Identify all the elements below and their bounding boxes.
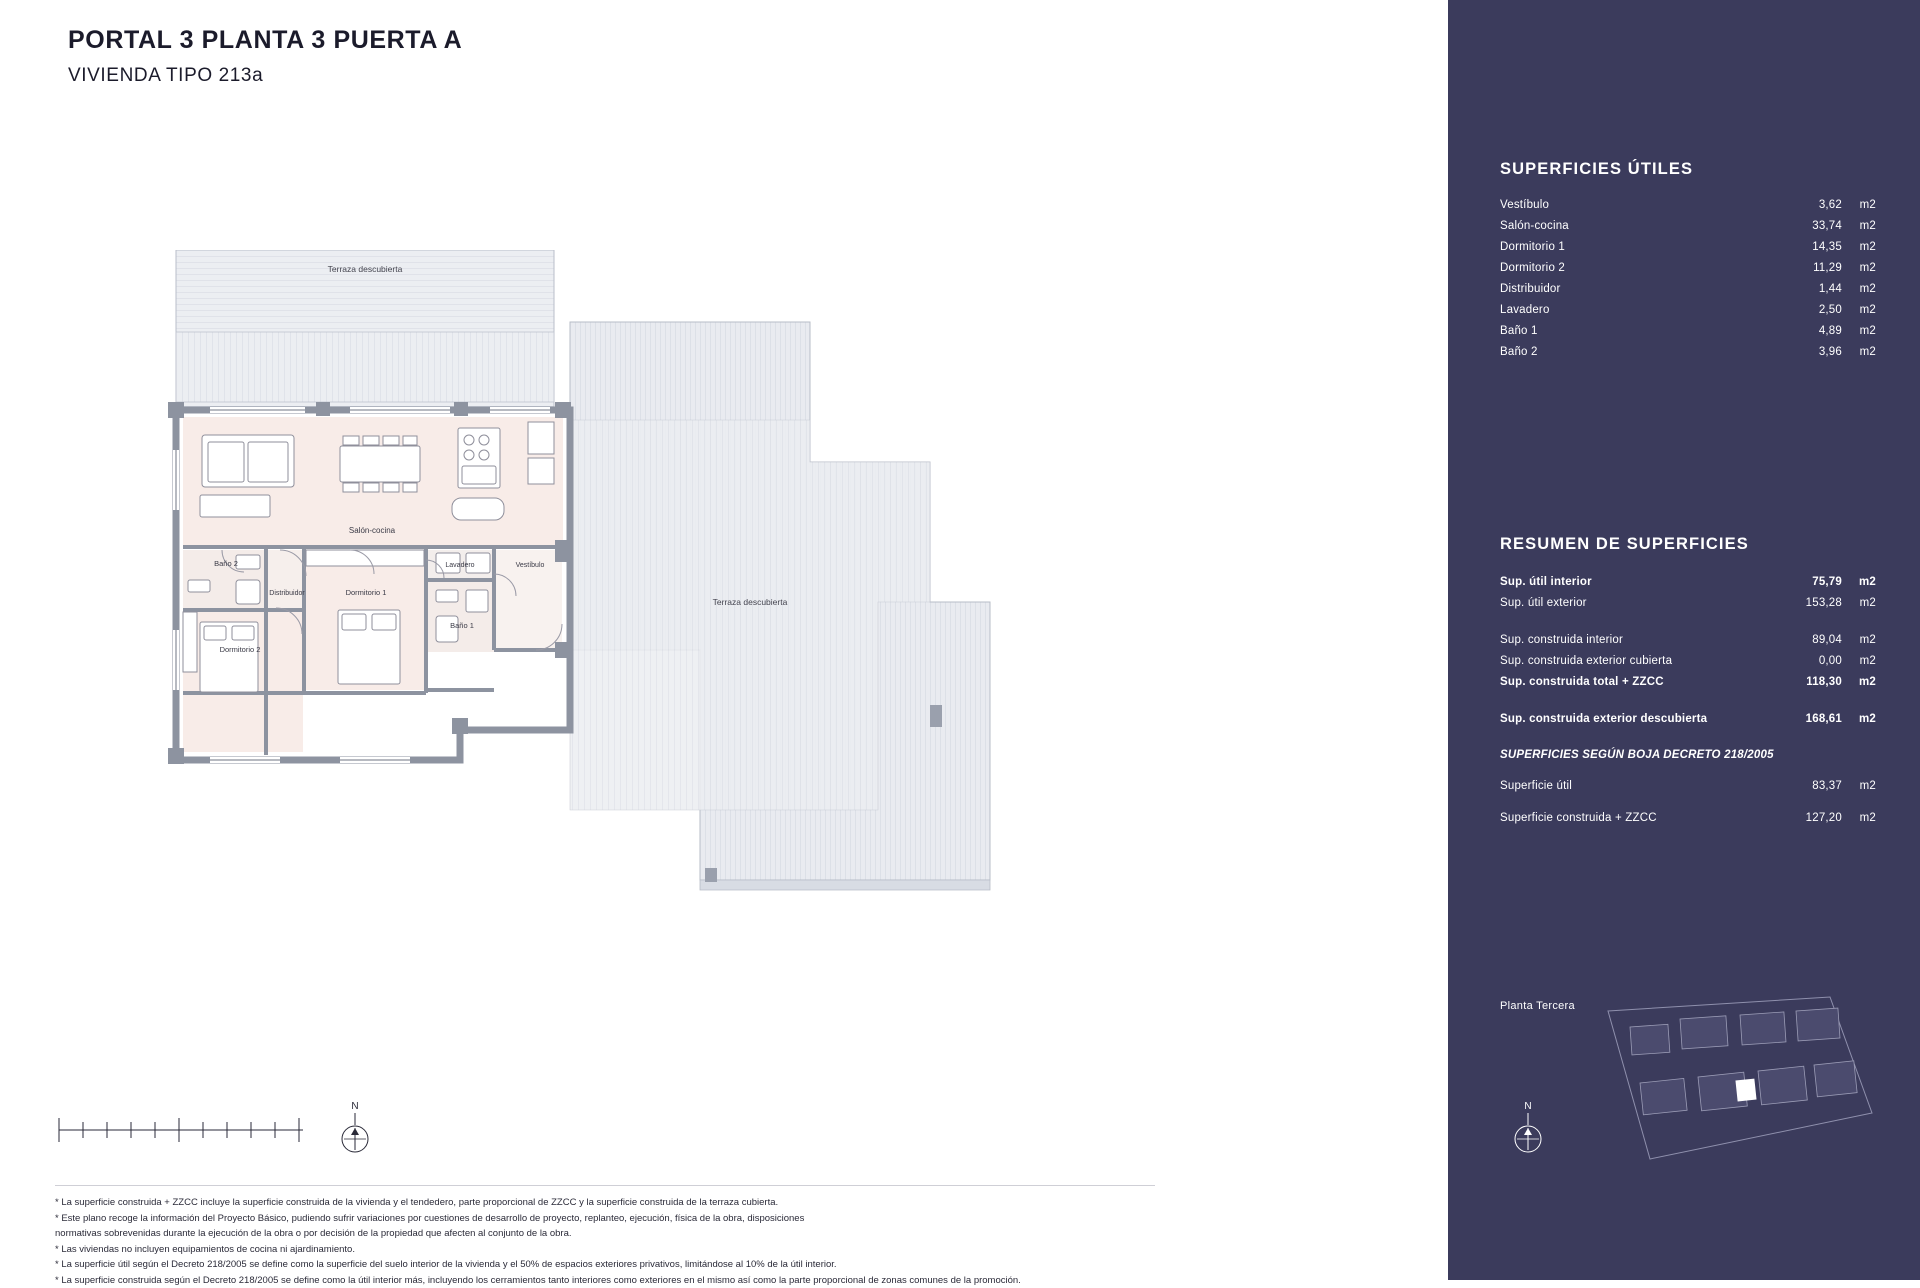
footnote-1: * La superficie construida + ZZCC incluye la superficie construida de la vivienda y el tendedero, parte proporcional de ZZCC y la superficie construida de la terraza cubierta.: [55, 1195, 1155, 1211]
superficies-utiles-list: [1500, 195, 1876, 363]
util-unit: m2: [1842, 258, 1876, 279]
util-unit: m2: [1842, 195, 1876, 216]
list-item: [1500, 279, 1876, 300]
resumen-unit: m2: [1842, 709, 1876, 730]
resumen-label: Sup. construida interior: [1500, 630, 1778, 651]
keyplan-diagram: [1500, 985, 1880, 1175]
boja-unit: m2: [1842, 776, 1876, 797]
plan-label-lavadero: Lavadero: [445, 562, 474, 569]
util-label: Dormitorio 2: [1500, 258, 1778, 279]
scale-bar: [55, 1100, 355, 1160]
resumen-value: 118,30: [1778, 672, 1842, 693]
list-item: [1500, 195, 1876, 216]
boja-unit: m2: [1842, 808, 1876, 829]
boja-label: Superficie útil: [1500, 776, 1778, 797]
resumen-value: 75,79: [1778, 572, 1842, 593]
plan-label-vestibulo: Vestíbulo: [516, 562, 545, 569]
footnotes: [55, 1185, 1155, 1288]
list-item: [1500, 300, 1876, 321]
resumen-value: 168,61: [1778, 709, 1842, 730]
util-unit: m2: [1842, 300, 1876, 321]
plan-label-salon: Salón-cocina: [349, 526, 396, 535]
util-value: 1,44: [1778, 279, 1842, 300]
spacer: [1500, 614, 1876, 630]
util-value: 14,35: [1778, 237, 1842, 258]
plan-label-dormitorio2: Dormitorio 2: [220, 645, 261, 654]
list-item: [1500, 572, 1876, 593]
plan-label-bano2: Baño 2: [214, 559, 238, 568]
resumen-label: Sup. útil interior: [1500, 572, 1778, 593]
info-panel: [1448, 0, 1920, 1280]
north-arrow: [325, 1095, 385, 1165]
list-item: [1500, 776, 1876, 797]
resumen-label: Sup. útil exterior: [1500, 593, 1778, 614]
resumen-label: Sup. construida exterior descubierta: [1500, 709, 1778, 730]
plan-label-terraza-derecha: Terraza descubierta: [713, 597, 788, 607]
list-item: [1500, 593, 1876, 614]
page-subtitle: VIVIENDA TIPO 213a: [68, 65, 462, 87]
footnote-3: * Las viviendas no incluyen equipamientos de cocina ni ajardinamiento.: [55, 1242, 1155, 1258]
util-value: 33,74: [1778, 216, 1842, 237]
resumen-label: Sup. construida total + ZZCC: [1500, 672, 1778, 693]
boja-value: 127,20: [1778, 808, 1842, 829]
spacer: [1500, 730, 1876, 746]
page-title: PORTAL 3 PLANTA 3 PUERTA A: [68, 26, 462, 55]
plan-label-distribuidor: Distribuidor: [269, 590, 305, 597]
spacer: [1500, 797, 1876, 808]
util-unit: m2: [1842, 342, 1876, 363]
title-block: [68, 26, 462, 87]
plan-label-dormitorio1: Dormitorio 1: [346, 588, 387, 597]
list-item: [1500, 651, 1876, 672]
keyplan-label: Planta Tercera: [1500, 1000, 1575, 1012]
util-value: 2,50: [1778, 300, 1842, 321]
footnote-5: * La superficie construida según el Decreto 218/2005 se define como la útil interior más, incluyendo los cerramientos tanto interiores como exteriores en el mismo así como la parte proporcional de zonas comunes de la promoción.: [55, 1273, 1155, 1288]
boja-label: Superficie construida + ZZCC: [1500, 808, 1778, 829]
spacer: [1500, 693, 1876, 709]
list-item: [1500, 258, 1876, 279]
resumen-list: [1500, 572, 1876, 829]
footnote-4: * La superficie útil según el Decreto 218/2005 se define como la superficie del suelo interior de la vivienda y el 50% de espacios exteriores privativos, limitándose al 10% de la útil interior.: [55, 1257, 1155, 1273]
keyplan-north-arrow: [1500, 1095, 1556, 1165]
util-label: Dormitorio 1: [1500, 237, 1778, 258]
util-label: Salón-cocina: [1500, 216, 1778, 237]
util-label: Vestíbulo: [1500, 195, 1778, 216]
footnote-2b: normativas sobrevenidas durante la ejecución de la obra o por decisión de la propiedad que afecten al conjunto de la obra.: [55, 1226, 1155, 1242]
list-item: [1500, 630, 1876, 651]
resumen-heading: RESUMEN DE SUPERFICIES: [1500, 535, 1749, 554]
util-value: 3,96: [1778, 342, 1842, 363]
resumen-unit: m2: [1842, 593, 1876, 614]
boja-value: 83,37: [1778, 776, 1842, 797]
resumen-unit: m2: [1842, 651, 1876, 672]
resumen-unit: m2: [1842, 672, 1876, 693]
util-label: Distribuidor: [1500, 279, 1778, 300]
util-value: 4,89: [1778, 321, 1842, 342]
list-item: [1500, 321, 1876, 342]
resumen-value: 89,04: [1778, 630, 1842, 651]
resumen-value: 153,28: [1778, 593, 1842, 614]
list-item: [1500, 342, 1876, 363]
plan-label-bano1: Baño 1: [450, 621, 474, 630]
boja-note: SUPERFICIES SEGÚN BOJA DECRETO 218/2005: [1500, 746, 1876, 765]
superficies-utiles-heading: SUPERFICIES ÚTILES: [1500, 160, 1693, 179]
resumen-unit: m2: [1842, 572, 1876, 593]
resumen-unit: m2: [1842, 630, 1876, 651]
util-value: 3,62: [1778, 195, 1842, 216]
keyplan-highlight: [1736, 1079, 1756, 1101]
north-letter: N: [351, 1101, 358, 1112]
list-item: [1500, 216, 1876, 237]
footnote-2: * Este plano recoge la información del Proyecto Básico, pudiendo sufrir variaciones por cuestiones de desarrollo de proyecto, replanteo, ejecución, física de la obra, disposiciones: [55, 1211, 1155, 1227]
util-label: Baño 1: [1500, 321, 1778, 342]
list-item: [1500, 709, 1876, 730]
util-unit: m2: [1842, 216, 1876, 237]
list-item: [1500, 672, 1876, 693]
resumen-label: Sup. construida exterior cubierta: [1500, 651, 1778, 672]
list-item: [1500, 237, 1876, 258]
util-value: 11,29: [1778, 258, 1842, 279]
util-label: Baño 2: [1500, 342, 1778, 363]
floor-plan-drawing: [50, 250, 1200, 1170]
footnotes-divider: [55, 1185, 1155, 1186]
list-item: [1500, 808, 1876, 829]
util-unit: m2: [1842, 237, 1876, 258]
plan-label-terraza-superior: Terraza descubierta: [328, 264, 403, 274]
spacer: [1500, 765, 1876, 776]
keyplan-north-letter: N: [1524, 1101, 1531, 1112]
util-unit: m2: [1842, 321, 1876, 342]
util-unit: m2: [1842, 279, 1876, 300]
resumen-value: 0,00: [1778, 651, 1842, 672]
util-label: Lavadero: [1500, 300, 1778, 321]
